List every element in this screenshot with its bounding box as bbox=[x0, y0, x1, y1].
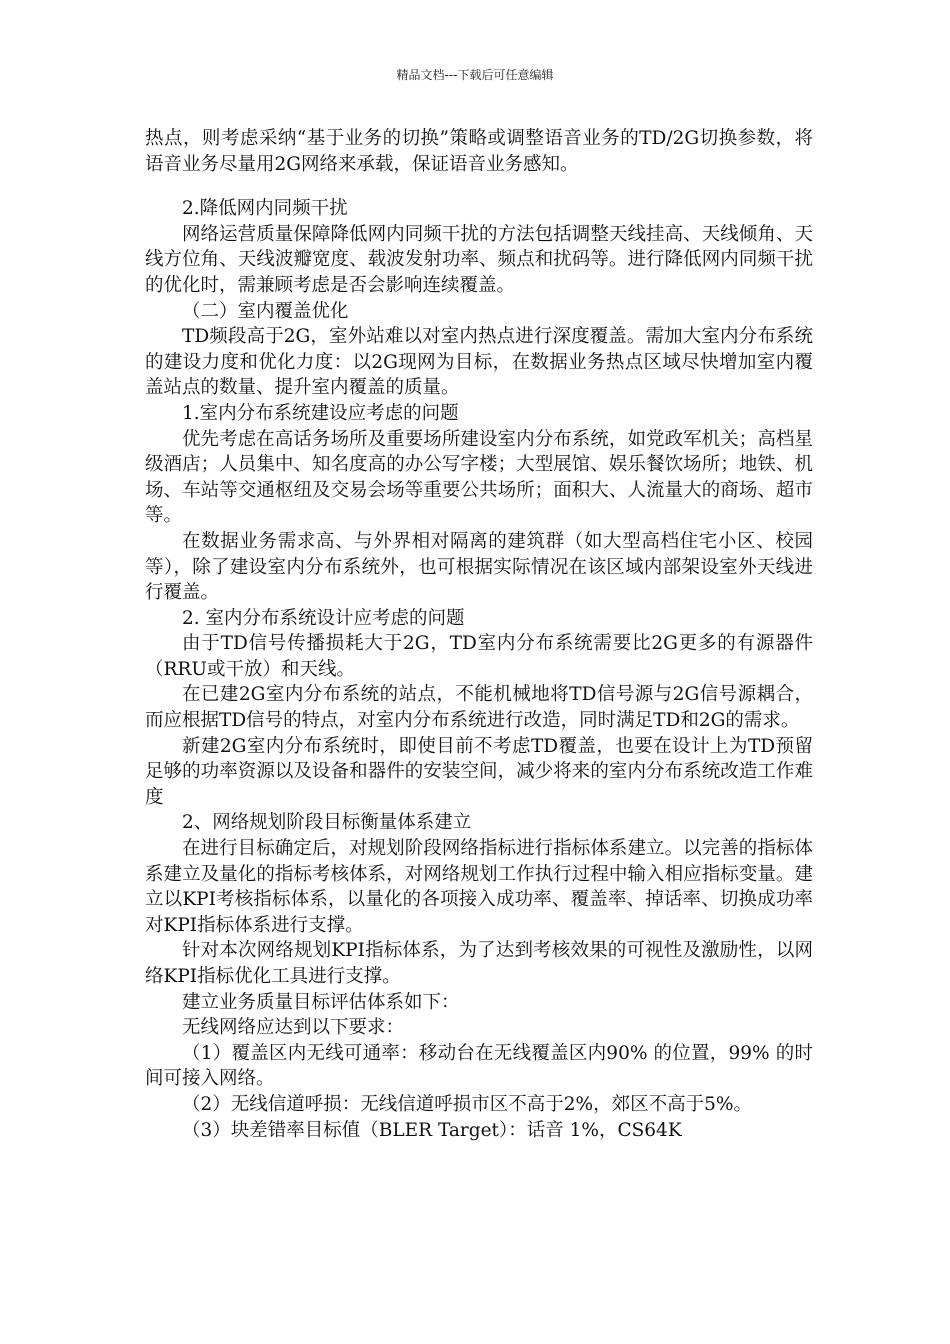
paragraph: 在进行目标确定后，对规划阶段网络指标进行指标体系建立。以完善的指标体系建立及量化的指标考核体系，对网络规划工作执行过程中输入相应指标变量。建立以KPI考核指标体系，以量化的各项接入成功率、覆盖率、掉话率、切换成功率对KPI指标体系进行支撑。 bbox=[145, 838, 813, 936]
section-heading: 2. 室内分布系统设计应考虑的问题 bbox=[182, 607, 465, 629]
section-heading: 1.室内分布系统建设应考虑的问题 bbox=[182, 402, 459, 424]
paragraph: 热点，则考虑采纳“基于业务的切换”策略或调整语音业务的TD/2G切换参数，将语音业务尽量用2G网络来承载，保证语音业务感知。 bbox=[145, 128, 813, 175]
list-item: （1）覆盖区内无线可通率：移动台在无线覆盖区内90% 的位置，99% 的时间可接入网络。 bbox=[145, 1042, 813, 1090]
paragraph: 在已建2G室内分布系统的站点，不能机械地将TD信号源与2G信号源耦合，而应根据TD信号的特点，对室内分布系统进行改造，同时满足TD和2G的需求。 bbox=[145, 684, 813, 732]
paragraph: 优先考虑在高话务场所及重要场所建设室内分布系统，如党政军机关；高档星级酒店；人员集中、知名度高的办公写字楼；大型展馆、娱乐餐饮场所；地铁、机场、车站等交通枢纽及交易会场等重要公共场所；面积大、人流量大的商场、超市等。 bbox=[145, 428, 813, 527]
section-heading: 2、网络规划阶段目标衡量体系建立 bbox=[182, 812, 472, 834]
paragraph: 建立业务质量目标评估体系如下： bbox=[182, 991, 460, 1013]
paragraph: 由于TD信号传播损耗大于2G，TD室内分布系统需要比2G更多的有源器件（RRU或干放）和天线。 bbox=[145, 633, 813, 680]
page-header: 精品文档---下载后可任意编辑 bbox=[396, 68, 554, 82]
section-heading: 2.降低网内同频干扰 bbox=[182, 198, 348, 220]
document-body bbox=[145, 126, 813, 1143]
list-item: （2）无线信道呼损：无线信道呼损市区不高于2%，郊区不高于5%。 bbox=[182, 1093, 752, 1115]
paragraph: 网络运营质量保障降低网内同频干扰的方法包括调整天线挂高、天线倾角、天线方位角、天线波瓣宽度、载波发射功率、频点和扰码等。进行降低网内同频干扰的优化时，需兼顾考虑是否会影响连续覆盖。 bbox=[145, 223, 813, 296]
section-heading: （二）室内覆盖优化 bbox=[182, 300, 349, 322]
paragraph: 新建2G室内分布系统时，即使目前不考虑TD覆盖，也要在设计上为TD预留足够的功率资源以及设备和器件的安装空间，减少将来的室内分布系统改造工作难度 bbox=[145, 735, 813, 808]
paragraph: 无线网络应达到以下要求： bbox=[182, 1017, 405, 1039]
paragraph: 在数据业务需求高、与外界相对隔离的建筑群（如大型高档住宅小区、校园等），除了建设室内分布系统外，也可根据实际情况在该区域内部架设室外天线进行覆盖。 bbox=[145, 530, 813, 604]
paragraph: TD频段高于2G，室外站难以对室内热点进行深度覆盖。需加大室内分布系统的建设力度和优化力度：以2G现网为目标，在数据业务热点区域尽快增加室内覆盖站点的数量、提升室内覆盖的质量。 bbox=[145, 326, 813, 399]
paragraph-spacer bbox=[145, 177, 813, 196]
paragraph: 针对本次网络规划KPI指标体系，为了达到考核效果的可视性及激励性，以网络KPI指标优化工具进行支撑。 bbox=[145, 940, 813, 987]
list-item: （3）块差错率目标值（BLER Target）：话音 1%，CS64K bbox=[182, 1119, 682, 1141]
